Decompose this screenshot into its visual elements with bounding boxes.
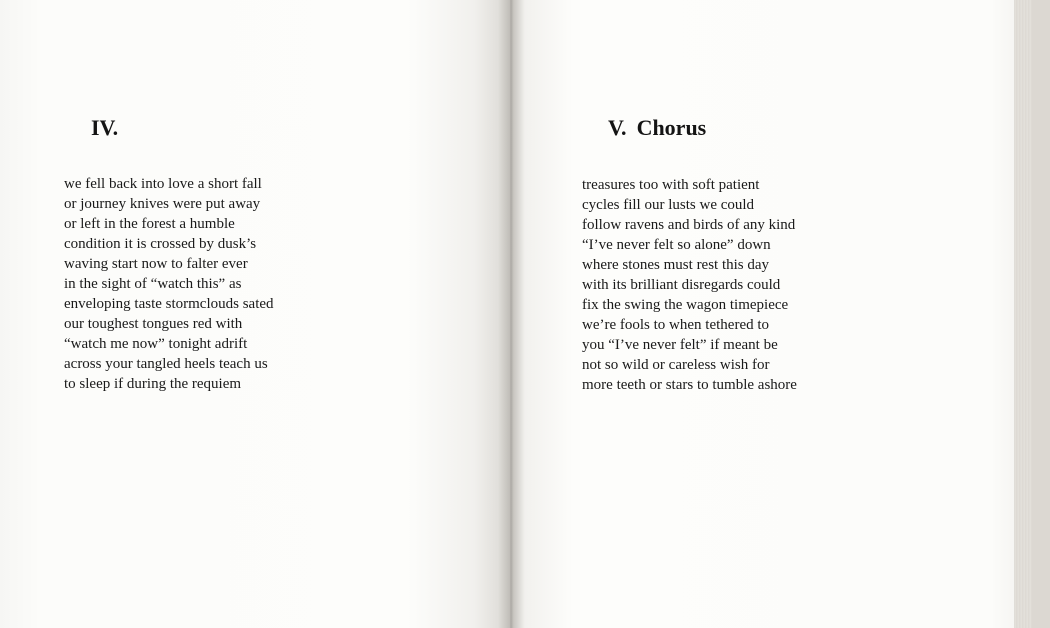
poem-line: waving start now to falter ever bbox=[64, 256, 248, 272]
left-page bbox=[0, 0, 510, 628]
section-heading-iv: IV. bbox=[91, 115, 119, 140]
poem-line: to sleep if during the requiem bbox=[64, 376, 242, 392]
poem-line: condition it is crossed by dusk’s bbox=[64, 236, 257, 252]
poem-line: or left in the forest a humble bbox=[64, 216, 235, 232]
poem-line: our toughest tongues red with bbox=[64, 316, 243, 332]
poem-line: we’re fools to when tethered to bbox=[582, 317, 770, 333]
poem-stanza-iv bbox=[64, 174, 274, 394]
poem-line: enveloping taste stormclouds sated bbox=[64, 296, 274, 312]
book-gutter bbox=[498, 0, 524, 628]
poem-line: with its brilliant disregards could bbox=[582, 277, 781, 293]
poem-line: follow ravens and birds of any kind bbox=[582, 217, 796, 233]
poem-line: “watch me now” tonight adrift bbox=[64, 336, 248, 352]
poem-line: we fell back into love a short fall bbox=[64, 176, 262, 192]
section-title: Chorus bbox=[636, 115, 707, 140]
poem-line: not so wild or careless wish for bbox=[582, 357, 770, 373]
poem-line: across your tangled heels teach us bbox=[64, 356, 268, 372]
poem-line: you “I’ve never felt” if meant be bbox=[582, 337, 778, 353]
poem-stanza-v bbox=[582, 175, 797, 395]
section-numeral: V. bbox=[608, 115, 627, 140]
poem-line: where stones must rest this day bbox=[582, 257, 770, 273]
poem-line: treasures too with soft patient bbox=[582, 177, 760, 193]
page-edge-stack bbox=[1014, 0, 1032, 628]
poem-line: or journey knives were put away bbox=[64, 196, 261, 212]
poem-line: fix the swing the wagon timepiece bbox=[582, 297, 789, 313]
section-heading-v-chorus bbox=[608, 117, 706, 139]
poem-line: in the sight of “watch this” as bbox=[64, 276, 242, 292]
poem-line: more teeth or stars to tumble ashore bbox=[582, 377, 797, 393]
poem-line: “I’ve never felt so alone” down bbox=[582, 237, 771, 253]
poem-line: cycles fill our lusts we could bbox=[582, 197, 755, 213]
